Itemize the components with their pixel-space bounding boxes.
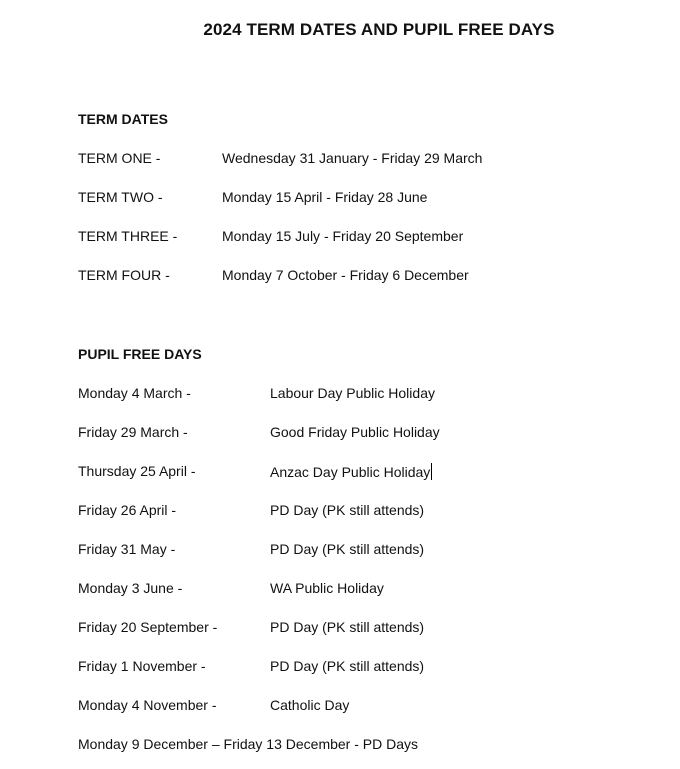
pupil-free-day-date: Monday 4 March - bbox=[78, 385, 191, 401]
term-label: TERM TWO - bbox=[78, 189, 163, 205]
pupil-free-day-date: Thursday 25 April - bbox=[78, 463, 196, 479]
text-cursor bbox=[431, 463, 432, 480]
pupil-free-day-reason: PD Day (PK still attends) bbox=[270, 658, 425, 674]
pupil-free-day-reason: Good Friday Public Holiday bbox=[270, 424, 440, 440]
pupil-free-day-date: Friday 20 September - bbox=[78, 619, 218, 635]
term-dates-value: Monday 15 April - Friday 28 June bbox=[222, 189, 428, 205]
term-dates-value: Monday 7 October - Friday 6 December bbox=[222, 267, 469, 283]
pupil-free-day-reason: Labour Day Public Holiday bbox=[270, 385, 435, 401]
pupil-free-day-reason: PD Day (PK still attends) bbox=[270, 502, 425, 518]
term-label: TERM ONE - bbox=[78, 150, 161, 166]
pupil-free-day-date: Monday 4 November - bbox=[78, 697, 217, 713]
document-title: 2024 TERM DATES AND PUPIL FREE DAYS bbox=[203, 20, 555, 39]
term-label: TERM THREE - bbox=[78, 228, 178, 244]
pupil-free-day-date: Friday 26 April - bbox=[78, 502, 177, 518]
pupil-free-day-reason-editing[interactable] bbox=[270, 463, 432, 480]
term-dates-value: Monday 15 July - Friday 20 September bbox=[222, 228, 464, 244]
pupil-free-day-date: Friday 29 March - bbox=[78, 424, 188, 440]
pupil-free-days-heading: PUPIL FREE DAYS bbox=[78, 346, 202, 362]
pupil-free-day-reason: PD Day (PK still attends) bbox=[270, 619, 425, 635]
pupil-free-day-date: Friday 1 November - bbox=[78, 658, 206, 674]
pd-days-range-text: Monday 9 December – Friday 13 December - PD Days bbox=[78, 736, 419, 752]
pupil-free-day-date: Monday 3 June - bbox=[78, 580, 183, 596]
term-label: TERM FOUR - bbox=[78, 267, 170, 283]
pupil-free-day-reason: WA Public Holiday bbox=[270, 580, 384, 596]
term-dates-value: Wednesday 31 January - Friday 29 March bbox=[222, 150, 483, 166]
pupil-free-day-reason: Catholic Day bbox=[270, 697, 350, 713]
term-dates-heading: TERM DATES bbox=[78, 111, 168, 127]
pupil-free-day-reason: PD Day (PK still attends) bbox=[270, 541, 425, 557]
pupil-free-day-date: Friday 31 May - bbox=[78, 541, 176, 557]
pupil-free-day-reason-text: Anzac Day Public Holiday bbox=[270, 464, 431, 480]
